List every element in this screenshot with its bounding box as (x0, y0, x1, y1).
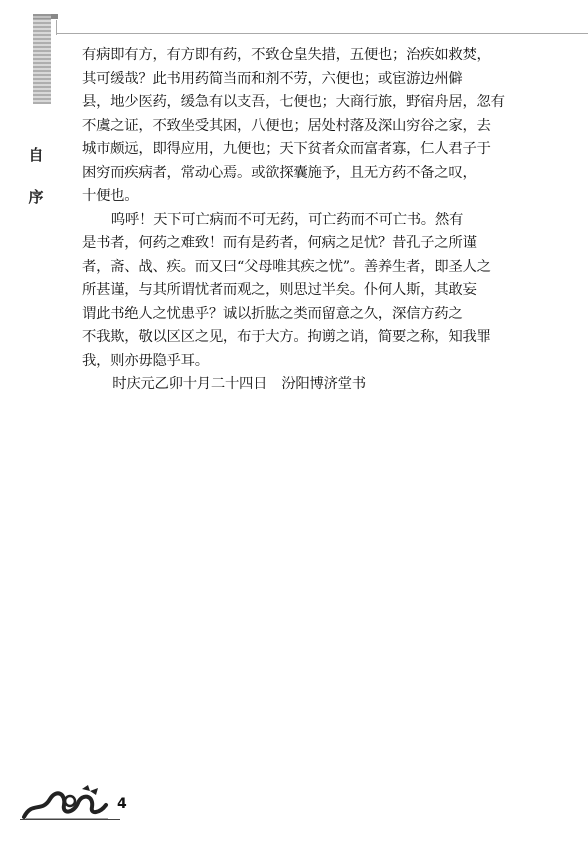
section-char-2: 序 (28, 188, 44, 206)
text-line: 不虞之证，不致坐受其困，八便也；居处村落及深山穷谷之家，去 (82, 117, 491, 134)
text-line: 有病即有方，有方即有药，不致仓皇失措，五便也；治疾如救焚， (82, 47, 491, 63)
page-number: 4 (117, 796, 127, 812)
paragraph-2 (82, 209, 526, 233)
text-line: 县，地少医药，缓急有以支吾，七便也；大商行旅，野宿舟居，忽有 (82, 94, 505, 110)
section-marker (24, 134, 48, 218)
text-line: 所甚谨，与其所谓忧者而观之，则思过半矣。仆何人斯，其敢妄 (82, 282, 477, 298)
text-line: 其可缓哉？此书用药简当而和剂不劳，六便也；或宦游边州僻 (82, 70, 463, 87)
corner-ornament-icon (33, 14, 51, 104)
text-line: 谓此书绝人之忧患乎？诚以折肱之类而留意之久，深信方药之 (82, 305, 463, 322)
text-line: 我，则亦毋隐乎耳。 (82, 352, 209, 369)
body-text (82, 44, 526, 397)
header-rule-horizontal (56, 33, 588, 34)
text-line: 困穷而疾病者，常动心焉。或欲探囊施予，且无方药不备之叹， (82, 164, 477, 181)
text-line: 者，斋、战、疾。而又曰“父母唯其疾之忧”。善养生者，即圣人之 (82, 258, 491, 275)
text-line: 十便也。 (82, 188, 139, 204)
paragraph-2-cont (82, 232, 526, 373)
text-line: 是书者，何药之难致！而有是药者，何病之足忧？昔孔子之所谨 (82, 235, 477, 251)
paragraph-1 (82, 44, 526, 209)
dragon-ornament-icon (20, 783, 112, 823)
text-line: 不我欺，敬以区区之见，布于大方。拘谫之诮，简要之称，知我罪 (82, 329, 491, 345)
section-char-1: 自 (28, 146, 44, 164)
text-line: 呜呼！天下可亡病而不可无药，可亡药而不可亡书。然有 (110, 211, 464, 228)
signature: 时庆元乙卯十月二十四日 汾阳博济堂书 (112, 376, 366, 392)
footer-rule (20, 819, 120, 820)
text-line: 城市颇远，即得应用，九便也；天下贫者众而富者寡，仁人君子于 (82, 141, 491, 157)
